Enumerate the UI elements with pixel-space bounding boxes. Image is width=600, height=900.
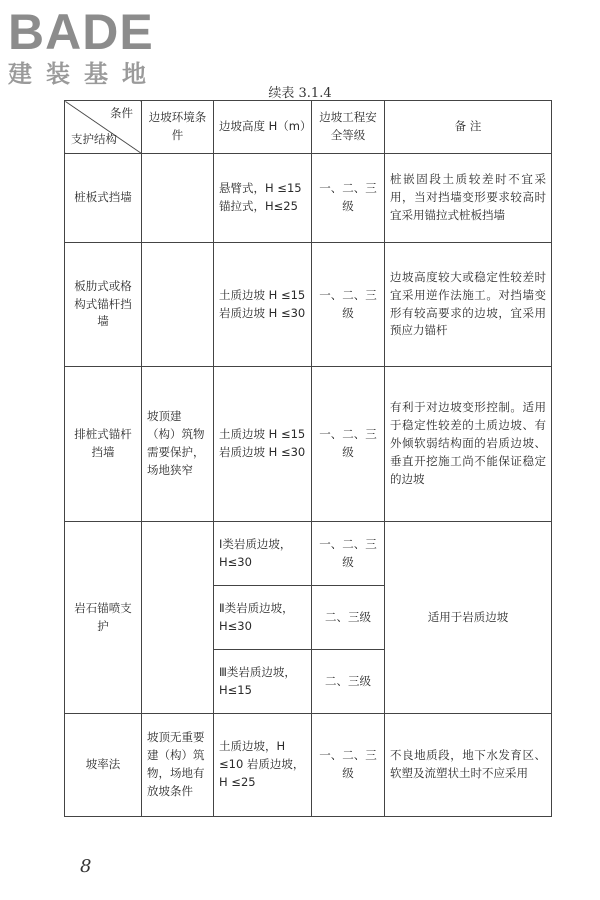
remarks-cell: 桩嵌固段土质较差时不宜采用，当对挡墙变形要求较高时宜采用锚拉式桩板挡墙: [385, 154, 552, 243]
environment-cell: [142, 522, 214, 714]
header-structure: 支护结构: [71, 132, 117, 147]
grade-cell: 一、二、三级: [312, 367, 385, 522]
height-cell: Ⅰ类岩质边坡，H≤30: [214, 522, 312, 586]
grade-cell: 一、二、三级: [312, 522, 385, 586]
remarks-cell: 边坡高度较大或稳定性较差时宜采用逆作法施工。对挡墙变形有较高要求的边坡，宜采用预应力锚杆: [385, 243, 552, 367]
grade-cell: 一、二、三级: [312, 154, 385, 243]
logo-wordmark: BADE: [8, 4, 154, 60]
table-caption: 续表 3.1.4: [268, 86, 332, 101]
height-cell: 土质边坡，H ≤10 岩质边坡，H ≤25: [214, 714, 312, 817]
height-cell: 悬臂式，H ≤15 锚拉式，H≤25: [214, 154, 312, 243]
table-row: [65, 243, 552, 367]
remarks-cell: 适用于岩质边坡: [385, 522, 552, 714]
height-cell: Ⅱ类岩质边坡，H≤30: [214, 586, 312, 650]
table-row: [65, 522, 552, 586]
table-row: [65, 154, 552, 243]
table-row: [65, 367, 552, 522]
logo-subtitle: 建装基地: [8, 60, 160, 88]
table-header-row: [65, 101, 552, 154]
structure-cell: 岩石锚喷支护: [65, 522, 142, 714]
grade-cell: 二、三级: [312, 650, 385, 714]
page-number: 8: [80, 856, 92, 877]
header-grade: 边坡工程安全等级: [312, 101, 385, 154]
header-diagonal-cell: [65, 101, 142, 154]
header-height: 边坡高度 H（m）: [214, 101, 312, 154]
remarks-cell: 不良地质段，地下水发育区、软塑及流塑状土时不应采用: [385, 714, 552, 817]
support-structure-table: [64, 100, 552, 817]
height-cell: Ⅲ类岩质边坡，H≤15: [214, 650, 312, 714]
grade-cell: 一、二、三级: [312, 243, 385, 367]
structure-cell: 桩板式挡墙: [65, 154, 142, 243]
structure-cell: 板肋式或格构式锚杆挡墙: [65, 243, 142, 367]
remarks-cell: 有利于对边坡变形控制。适用于稳定性较差的土质边坡、有外倾软弱结构面的岩质边坡、垂直开挖施工尚不能保证稳定的边坡: [385, 367, 552, 522]
header-conditions: 条件: [110, 106, 133, 120]
environment-cell: 坡顶建（构）筑物需要保护，场地狭窄: [142, 367, 214, 522]
environment-cell: 坡顶无重要建（构）筑物，场地有放坡条件: [142, 714, 214, 817]
brand-logo: [8, 6, 160, 88]
grade-cell: 一、二、三级: [312, 714, 385, 817]
structure-cell: 坡率法: [65, 714, 142, 817]
structure-cell: 排桩式锚杆挡墙: [65, 367, 142, 522]
height-cell: 土质边坡 H ≤15 岩质边坡 H ≤30: [214, 367, 312, 522]
environment-cell: [142, 243, 214, 367]
grade-cell: 二、三级: [312, 586, 385, 650]
header-remarks: 备 注: [385, 101, 552, 154]
table-row: [65, 714, 552, 817]
header-environment: 边坡环境条件: [142, 101, 214, 154]
environment-cell: [142, 154, 214, 243]
height-cell: 土质边坡 H ≤15 岩质边坡 H ≤30: [214, 243, 312, 367]
